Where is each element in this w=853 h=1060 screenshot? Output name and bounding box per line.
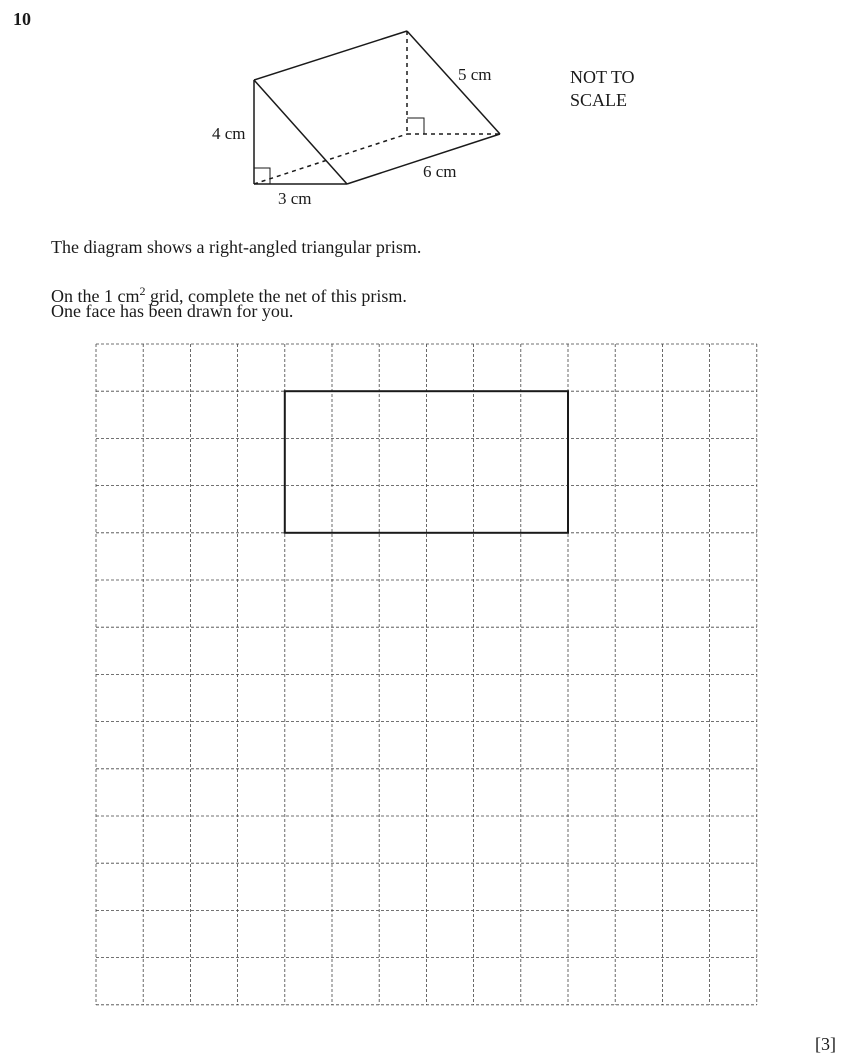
label-height: 4 cm (212, 124, 246, 143)
marks-allocation: [3] (815, 1034, 836, 1054)
label-slant: 5 cm (458, 65, 492, 84)
not-to-scale-line1: NOT TO (570, 67, 635, 87)
question-text-hint: One face has been drawn for you. (51, 301, 294, 321)
question-text-description: The diagram shows a right-angled triangular prism. (51, 237, 422, 257)
label-length: 6 cm (423, 162, 457, 181)
label-base: 3 cm (278, 189, 312, 208)
instruction-part2: grid, complete the net of this prism. (145, 286, 407, 306)
instruction-superscript: 2 (139, 284, 146, 298)
question-number: 10 (13, 9, 31, 29)
instruction-part1: On the 1 cm (51, 286, 140, 306)
not-to-scale-line2: SCALE (570, 90, 628, 110)
